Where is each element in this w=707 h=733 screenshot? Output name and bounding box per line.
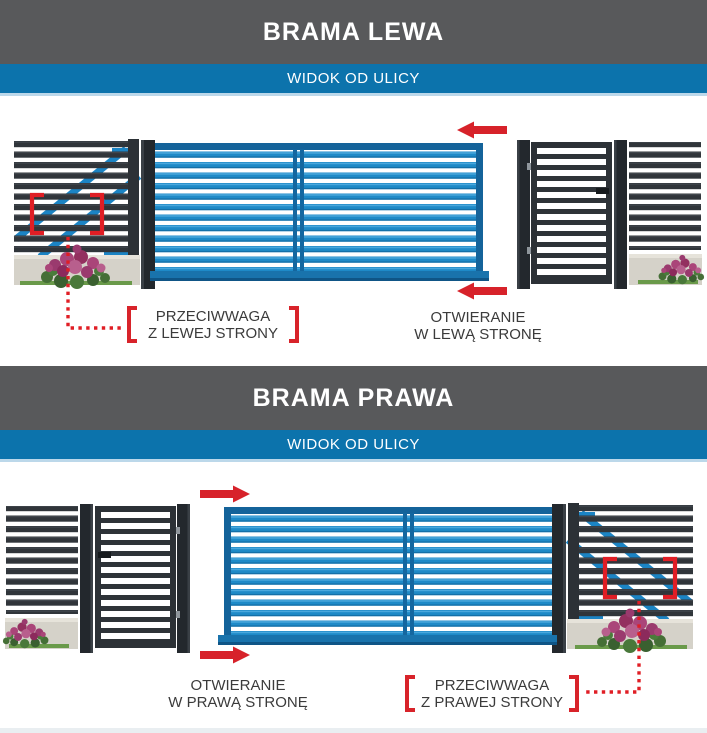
section1-subtitle-bar — [0, 64, 707, 96]
section2-subtitle-bar — [0, 430, 707, 462]
opening-line1: OTWIERANIE — [430, 309, 526, 326]
section2-subtitle: WIDOK OD ULICY — [287, 436, 420, 453]
opening-line1: OTWIERANIE — [190, 677, 286, 694]
opening-line2: W PRAWĄ STRONĘ — [168, 694, 308, 711]
section1-subtitle: WIDOK OD ULICY — [287, 70, 420, 87]
red-bracket-left-icon — [405, 675, 415, 712]
section2-title: BRAMA PRAWA — [252, 383, 455, 412]
counterweight-callout-text — [415, 677, 569, 711]
opening-direction-label-left — [404, 309, 552, 343]
counterweight-line2: Z LEWEJ STRONY — [147, 324, 278, 342]
gate-diagram-left-opening — [0, 99, 707, 339]
red-bracket-left-icon — [127, 306, 137, 343]
bottom-edge-strip — [0, 728, 707, 733]
section2-title-bar — [0, 366, 707, 430]
counterweight-line1: PRZECIWWAGA — [155, 307, 271, 325]
gate-diagram-right-opening — [0, 460, 707, 700]
counterweight-callout-right — [405, 675, 579, 712]
opening-direction-label-right — [164, 677, 312, 711]
section1-title: BRAMA LEWA — [262, 17, 445, 46]
counterweight-line2: Z PRAWEJ STRONY — [421, 693, 563, 711]
counterweight-callout-left — [127, 306, 299, 343]
red-bracket-right-icon — [569, 675, 579, 712]
section1-title-bar — [0, 0, 707, 64]
red-bracket-right-icon — [289, 306, 299, 343]
counterweight-line1: PRZECIWWAGA — [434, 676, 550, 694]
opening-line2: W LEWĄ STRONĘ — [414, 326, 542, 343]
counterweight-callout-text — [137, 308, 289, 342]
